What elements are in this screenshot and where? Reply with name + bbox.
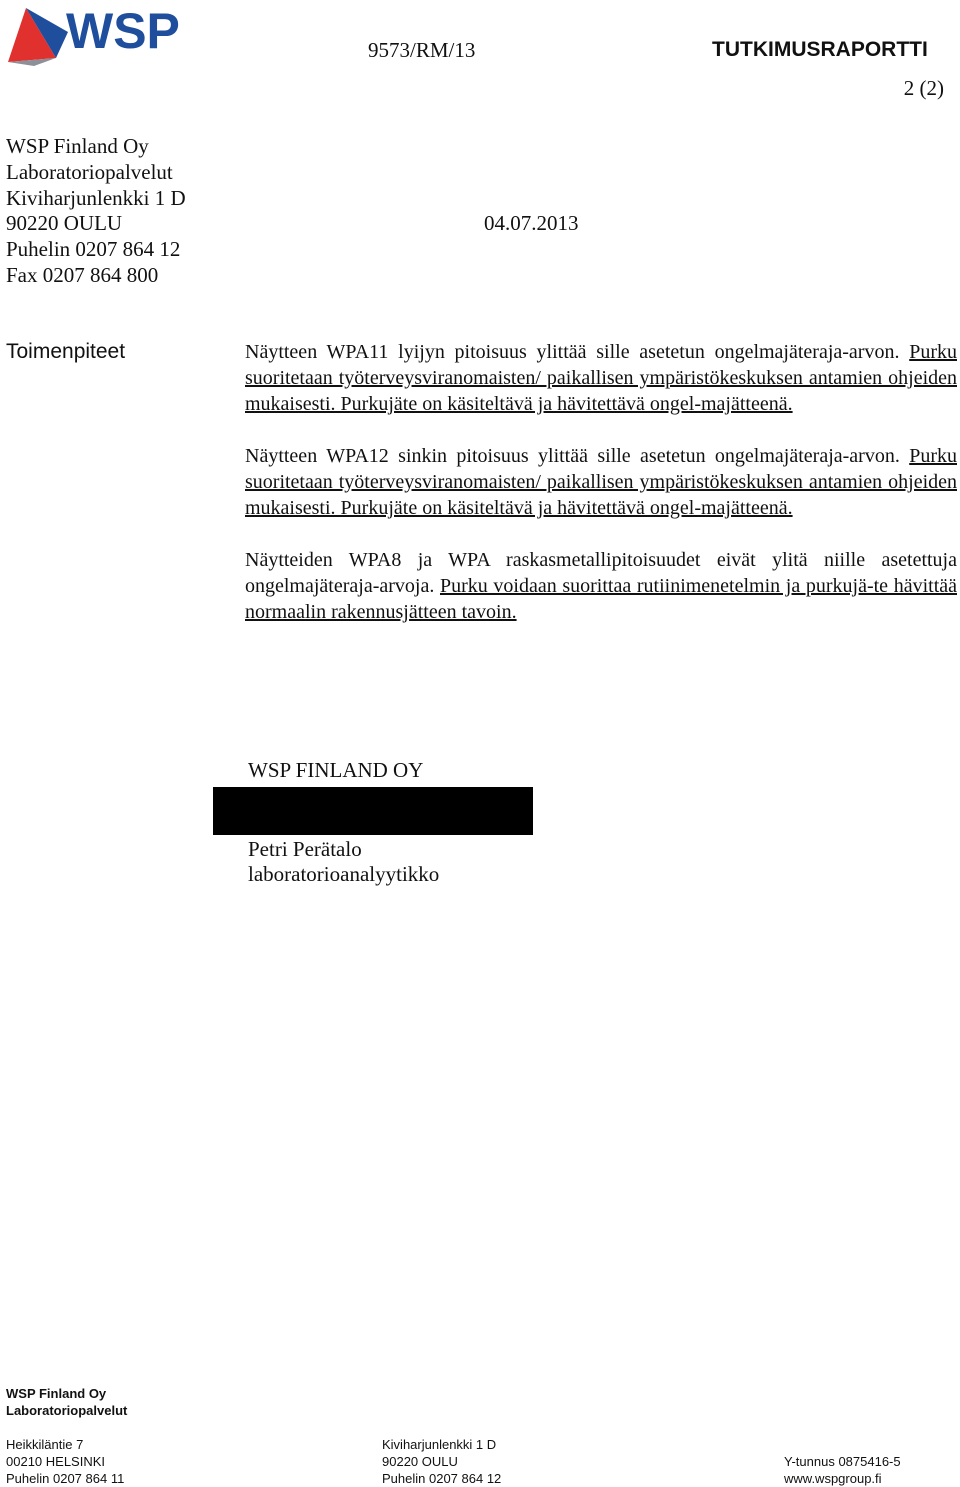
report-type-heading: TUTKIMUSRAPORTTI [712, 38, 928, 61]
footer-oulu-address [382, 1436, 501, 1487]
paragraph-instruction: Purku voidaan suorittaa rutiinimenetelmin ja purkujä-te hävittää normaalin rakennusjätteen tavoin. [245, 575, 957, 623]
footer-business-id: Y-tunnus 0875416-5 [784, 1454, 901, 1469]
paragraph-text: Näytteen WPA12 sinkin pitoisuus ylittää sille asetetun ongelmajäteraja-arvon. [245, 445, 910, 467]
sender-company: WSP Finland Oy [6, 134, 149, 158]
signer-name: Petri Perätalo [248, 837, 362, 861]
footer-line: Puhelin 0207 864 12 [382, 1471, 502, 1486]
footer-line: 00210 HELSINKI [6, 1454, 106, 1469]
footer-line: Puhelin 0207 864 11 [6, 1471, 125, 1486]
signature-redaction [213, 787, 533, 835]
sender-street: Kiviharjunlenkki 1 D [6, 185, 186, 210]
section-content [245, 339, 957, 651]
paragraph-text: Näytteiden WPA8 ja WPA raskasmetallipitoisuudet eivät ylitä niille asetettuja ongelmajäteraja-arvoja. [245, 549, 957, 597]
signer-title: laboratorioanalyytikko [248, 862, 440, 886]
document-date: 04.07.2013 [484, 211, 579, 235]
wsp-logo [4, 2, 200, 66]
paragraph-text: Näytteen WPA11 lyijyn pitoisuus ylittää sille asetetun ongelmajäteraja-arvon. [245, 341, 910, 363]
sender-address-block [6, 134, 186, 289]
sender-phone: Puhelin 0207 864 12 [6, 237, 181, 262]
footer-department: Laboratoriopalvelut [6, 1403, 128, 1418]
footer-line: Kiviharjunlenkki 1 D [382, 1437, 497, 1452]
footer-line: Heikkiläntie 7 [6, 1437, 84, 1452]
section-label: Toimenpiteet [6, 340, 126, 363]
page-number: 2 (2) [903, 76, 944, 100]
paragraph-wpa8 [245, 547, 957, 625]
paragraph-wpa12 [245, 443, 957, 521]
logo-text: WSP [66, 3, 180, 59]
footer-helsinki-address [6, 1436, 124, 1487]
paragraph-instruction: Purku suoritetaan työterveysviranomaisten/ paikallisen ympäristökeskuksen antamien ohjeiden mukaisesti. Purkujäte on käsiteltävä ja hävitettävä ongel-majätteenä. [245, 341, 957, 415]
footer-website: www.wspgroup.fi [784, 1471, 882, 1486]
signature-company: WSP FINLAND OY [248, 758, 424, 782]
footer-company: WSP Finland Oy [6, 1386, 107, 1401]
sender-fax: Fax 0207 864 800 [6, 262, 159, 287]
reference-number: 9573/RM/13 [368, 38, 476, 62]
footer-line [784, 1436, 901, 1453]
footer-line: 90220 OULU [382, 1454, 458, 1469]
paragraph-instruction: Purku suoritetaan työterveysviranomaisten/ paikallisen ympäristökeskuksen antamien ohjeiden mukaisesti. Purkujäte on käsiteltävä ja hävitettävä ongel-majätteenä. [245, 445, 957, 519]
footer-company-info [784, 1436, 901, 1487]
sender-postal: 90220 OULU [6, 211, 123, 236]
paragraph-wpa11 [245, 339, 957, 417]
sender-department: Laboratoriopalvelut [6, 159, 173, 184]
footer-company-block [6, 1385, 127, 1419]
